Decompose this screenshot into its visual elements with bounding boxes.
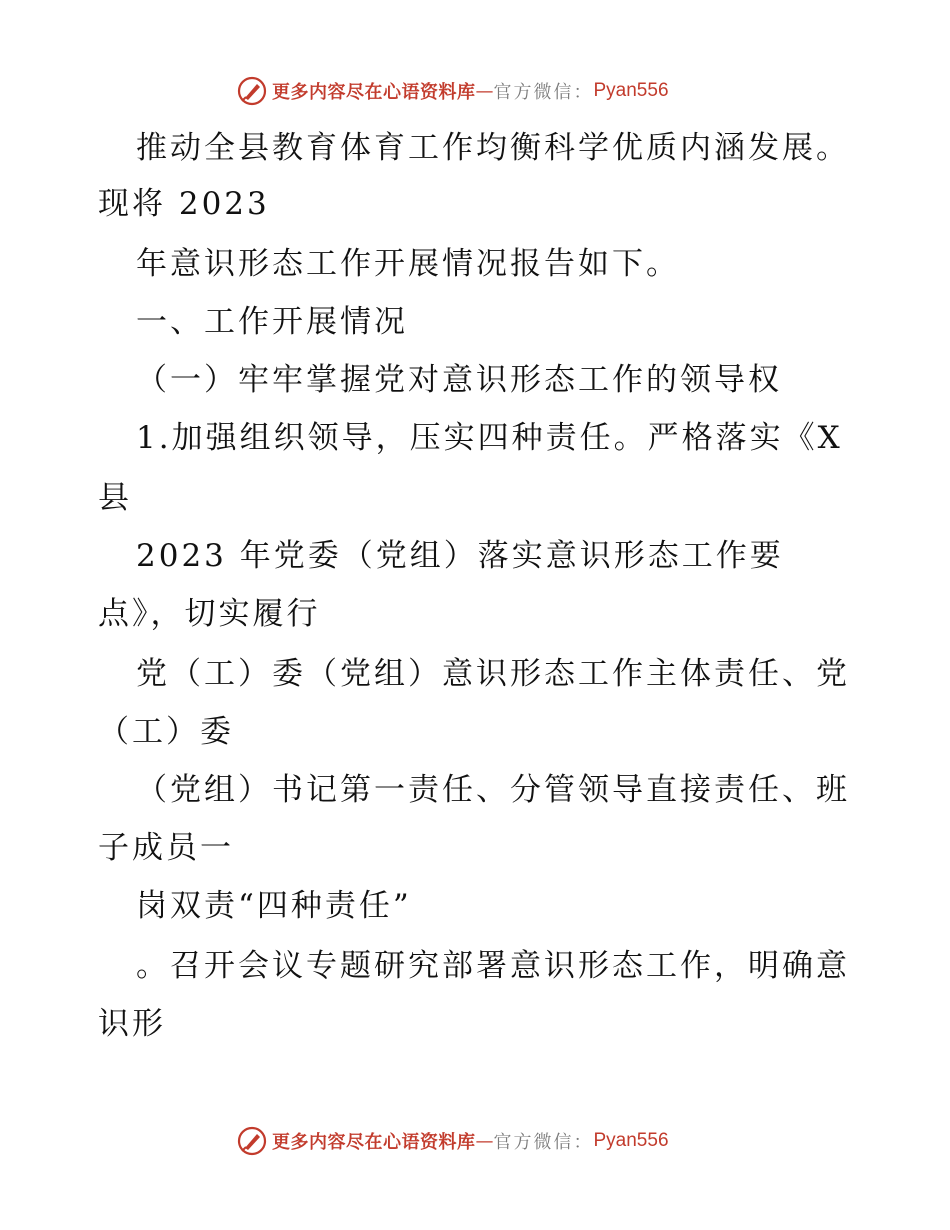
text-line: 子成员一 xyxy=(98,830,234,866)
watermark-wechat-id: Pyan556 xyxy=(593,1130,669,1151)
section-heading: 一、工作开展情况 xyxy=(136,304,408,340)
text-line: 年意识形态工作开展情况报告如下。 xyxy=(136,246,680,282)
watermark-brand: 更多内容尽在心语资料库 xyxy=(272,1132,476,1153)
subsection-heading: （一）牢牢掌握党对意识形态工作的领导权 xyxy=(136,362,782,398)
text-line: 县 xyxy=(98,480,132,516)
text-line: 现将 2023 xyxy=(98,186,270,222)
watermark-dash: — xyxy=(475,80,494,102)
text-line: 识形 xyxy=(98,1006,166,1042)
watermark-brand: 更多内容尽在心语资料库 xyxy=(272,82,476,103)
quill-logo-icon xyxy=(236,1125,268,1157)
watermark-official-label: 官方微信： xyxy=(493,82,594,103)
footer-watermark xyxy=(236,1124,669,1158)
text-line: 点》，切实履行 xyxy=(98,596,321,632)
text-line: （党组）书记第一责任、分管领导直接责任、班 xyxy=(136,772,850,808)
text-line: 岗双责“四种责任” xyxy=(136,888,412,924)
text-line: （工）委 xyxy=(98,714,234,750)
text-line: 党（工）委（党组）意识形态工作主体责任、党 xyxy=(136,656,850,692)
text-line: 1.加强组织领导，压实四种责任。严格落实《X xyxy=(136,420,843,456)
text-line: 。召开会议专题研究部署意识形态工作，明确意 xyxy=(136,948,850,984)
watermark-official-label: 官方微信： xyxy=(493,1132,594,1153)
text-line: 推动全县教育体育工作均衡科学优质内涵发展。 xyxy=(136,130,850,166)
text-line: 2023 年党委（党组）落实意识形态工作要 xyxy=(136,538,784,574)
watermark-wechat-id: Pyan556 xyxy=(593,80,669,101)
watermark-dash: — xyxy=(475,1130,494,1152)
